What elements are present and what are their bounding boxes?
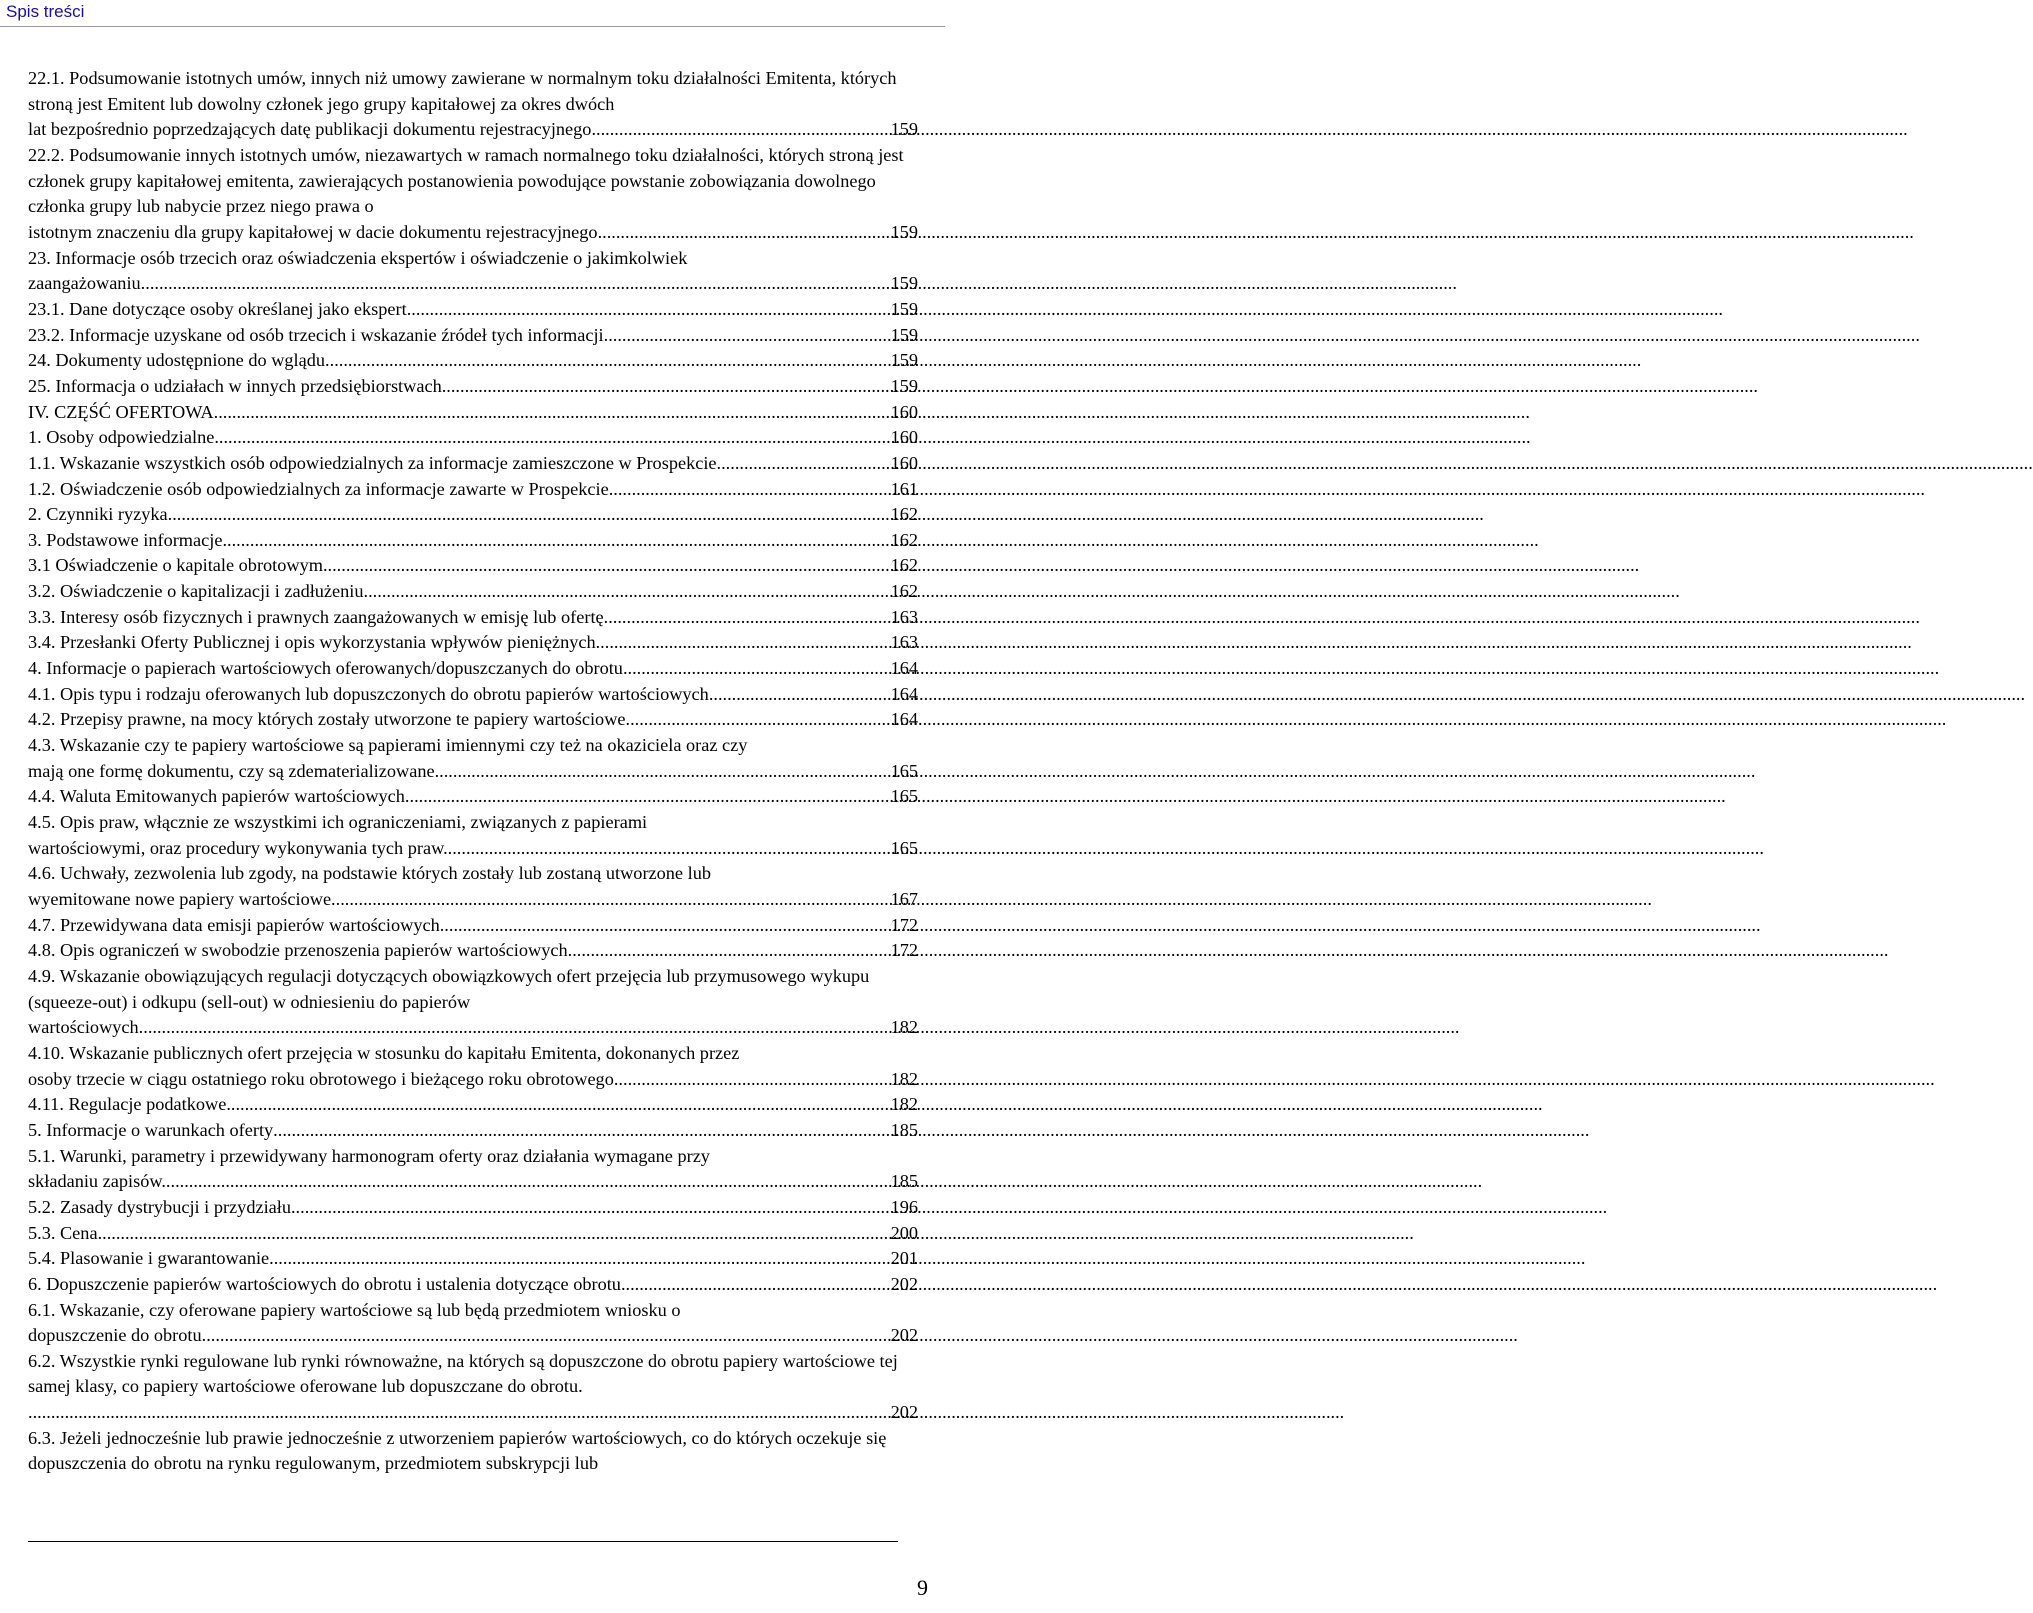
dot-leader (202, 1323, 889, 1349)
toc-page-number: 159 (890, 350, 918, 371)
toc-entry[interactable] (28, 348, 918, 374)
dot-leader (214, 400, 889, 426)
toc-entry[interactable] (28, 579, 918, 605)
toc-page-number: 202 (890, 1273, 918, 1294)
dot-leader (604, 323, 889, 349)
toc-page-number: 196 (890, 1196, 918, 1217)
toc-page-number: 162 (890, 529, 918, 550)
dot-leader (439, 759, 888, 785)
toc-entry[interactable] (28, 297, 918, 323)
toc-entry[interactable] (28, 553, 918, 579)
toc-page-number: 164 (890, 709, 918, 730)
toc-entry-text: dopuszczenie do obrotu (28, 1325, 202, 1346)
dot-leader (442, 374, 889, 400)
toc-entry[interactable] (28, 400, 918, 426)
toc-page-number: 160 (890, 427, 918, 448)
toc-entry[interactable] (28, 1092, 918, 1118)
toc-entry-text: 4.5. Opis praw, włącznie ze wszystkimi ich ograniczeniami, związanych z papierami (28, 812, 648, 833)
toc-entry[interactable] (28, 707, 918, 733)
toc-entry-text: 22.2. Podsumowanie innych istotnych umów, niezawartych w ramach normalnego toku działalności, których stroną jest członek grupy kapitałowej emitenta, zawierających postanowienia powodujące powstanie zobowiązania dowolnego członka grupy lub nabycie przez niego prawa o (28, 144, 904, 217)
toc-page-number: 160 (890, 401, 918, 422)
toc-entry-text: 4.10. Wskazanie publicznych ofert przejęcia w stosunku do kapitału Emitenta, dokonanych przez (28, 1042, 740, 1063)
toc-page-number: 201 (890, 1248, 918, 1269)
toc-page-number: 167 (890, 889, 918, 909)
dot-leader (226, 1092, 888, 1118)
toc-page-number: 159 (890, 221, 918, 242)
toc-page-number: 162 (890, 555, 918, 576)
toc-entry-text: 4.4. Waluta Emitowanych papierów wartościowych. (28, 786, 410, 807)
toc-entry[interactable] (28, 246, 918, 297)
toc-entry-text: 24. Dokumenty udostępnione do wglądu (28, 350, 326, 371)
toc-page-number: 159 (890, 119, 918, 140)
toc-entry[interactable] (28, 477, 918, 503)
toc-page-number: 172 (890, 940, 918, 961)
toc-page-number: 165 (890, 837, 918, 858)
dot-leader (618, 1067, 888, 1093)
toc-entry-text: 1. Osoby odpowiedzialne (28, 427, 215, 448)
footer-divider (28, 1541, 898, 1542)
toc-page-number: 163 (890, 632, 918, 653)
toc-page-number: 159 (890, 375, 918, 396)
toc-entry-text: 3.4. Przesłanki Oferty Publicznej i opis wykorzystania wpływów pieniężnych (28, 632, 596, 653)
toc-entry-text: 3.1 Oświadczenie o kapitale obrotowym (28, 555, 323, 576)
toc-page-number: 160 (890, 452, 918, 473)
dot-leader (364, 579, 889, 605)
toc-entry[interactable] (28, 861, 918, 912)
toc-entry[interactable] (28, 1246, 918, 1272)
toc-entry-text: mają one formę dokumentu, czy są zdematerializowane. (28, 760, 440, 781)
toc-entry-text: 4. Informacje o papierach wartościowych oferowanych/dopuszczanych do obrotu (28, 658, 623, 679)
toc-entry-text: 6.1. Wskazanie, czy oferowane papiery wartościowe są lub będą przedmiotem wniosku o (28, 1299, 681, 1320)
page-number: 9 (917, 1575, 928, 1600)
toc-page-number: 165 (890, 786, 918, 807)
toc-page-number: 185 (890, 1119, 918, 1140)
dot-leader (325, 348, 889, 374)
toc-page-number: 182 (890, 1017, 918, 1038)
dot-leader (222, 528, 888, 554)
toc-entry-text: 4.1. Opis typu i rodzaju oferowanych lub dopuszczonych do obrotu papierów wartościowych (28, 683, 709, 704)
toc-entry[interactable] (28, 528, 918, 554)
toc-entry-text: 4.2. Przepisy prawne, na mocy których zostały utworzone te papiery wartościowe. (28, 709, 631, 730)
toc-entry[interactable] (28, 425, 918, 451)
toc-entry-text: zaangażowaniu (28, 273, 141, 294)
toc-page-number: 182 (890, 1094, 918, 1115)
toc-entry[interactable] (28, 1349, 918, 1426)
toc-entry[interactable] (28, 1144, 918, 1195)
dot-leader (273, 1118, 888, 1144)
toc-entry-text: 22.1. Podsumowanie istotnych umów, innych niż umowy zawierane w normalnym toku działalności Emitenta, których stroną jest Emitent lub dowolny członek jego grupy kapitałowej za okres dwóch (28, 68, 897, 114)
toc-page-number: 159 (890, 273, 918, 294)
toc-page-number: 172 (890, 914, 918, 935)
dot-leader (336, 887, 889, 913)
toc-page-number: 202 (890, 1325, 918, 1346)
toc-page-number: 182 (890, 1068, 918, 1089)
toc-entry-text: 4.3. Wskazanie czy te papiery wartościowe są papierami imiennymi czy też na okaziciela oraz czy (28, 735, 748, 756)
toc-entry-text: 1.1. Wskazanie wszystkich osób odpowiedzialnych za informacje zamieszczone w Prospekcie (28, 452, 717, 473)
toc-entry[interactable] (28, 451, 918, 477)
dot-leader (609, 477, 889, 503)
dot-leader (269, 1246, 888, 1272)
dot-leader (166, 1169, 889, 1195)
toc-page-number: 200 (890, 1222, 918, 1243)
toc-entry-text: 4.8. Opis ograniczeń w swobodzie przenoszenia papierów wartościowych. (28, 940, 573, 961)
dot-leader (448, 836, 889, 862)
toc-page-number: 159 (890, 324, 918, 345)
toc-entry[interactable] (28, 964, 918, 1041)
dot-leader (591, 117, 888, 143)
toc-entry[interactable] (28, 1195, 918, 1221)
table-of-contents (0, 66, 960, 1477)
toc-entry-text: składaniu zapisów. (28, 1171, 166, 1192)
toc-entry[interactable] (28, 1298, 918, 1349)
toc-page-number: 162 (890, 504, 918, 525)
toc-entry-text: 4.9. Wskazanie obowiązujących regulacji dotyczących obowiązkowych ofert przejęcia lub przymusowego wykupu (squeeze-out) i odkupu (sell-out) w odniesieniu do papierów (28, 965, 870, 1012)
toc-entry-text: wyemitowane nowe papiery wartościowe. (28, 889, 336, 909)
toc-entry[interactable] (28, 1272, 918, 1298)
toc-entry[interactable] (28, 938, 918, 964)
dot-leader (214, 425, 888, 451)
toc-entry-text: 25. Informacja o udziałach w innych przedsiębiorstwach (28, 375, 442, 396)
toc-entry-text: 5. Informacje o warunkach oferty (28, 1119, 274, 1140)
toc-entry-text: wartościowych. (28, 1017, 144, 1038)
toc-entry-text: IV. CZĘŚĆ OFERTOWA (28, 401, 214, 422)
toc-entry[interactable] (28, 784, 918, 810)
toc-entry-text: 23.2. Informacje uzyskane od osób trzecich i wskazanie źródeł tych informacji (28, 324, 604, 345)
toc-entry-text: 6. Dopuszczenie papierów wartościowych do obrotu i ustalenia dotyczące obrotu (28, 1273, 621, 1294)
dot-leader (630, 707, 889, 733)
toc-entry-text: istotnym znaczeniu dla grupy kapitałowej w dacie dokumentu rejestracyjnego (28, 221, 598, 242)
toc-page-number: 185 (890, 1171, 918, 1192)
toc-entry[interactable] (28, 656, 918, 682)
dot-leader (143, 1015, 888, 1041)
toc-entry[interactable] (28, 1221, 918, 1247)
dot-leader (28, 1400, 889, 1426)
toc-entry-text: 23. Informacje osób trzecich oraz oświadczenia ekspertów i oświadczenie o jakimkolwiek (28, 247, 688, 268)
dot-leader (717, 451, 889, 477)
dot-leader (604, 605, 889, 631)
toc-entry-text: 5.4. Plasowanie i gwarantowanie (28, 1248, 270, 1269)
dot-leader (168, 502, 889, 528)
toc-page-number: 163 (890, 606, 918, 627)
toc-entry[interactable] (28, 733, 918, 784)
dot-leader (709, 682, 889, 708)
toc-entry-text: 23.1. Dane dotyczące osoby określanej jako ekspert (28, 298, 407, 319)
toc-page-number: 159 (890, 298, 918, 319)
toc-entry[interactable] (28, 682, 918, 708)
toc-entry[interactable] (28, 502, 918, 528)
toc-page-number: 164 (890, 683, 918, 704)
header-bar (0, 0, 945, 27)
toc-entry[interactable] (28, 1041, 918, 1092)
dot-leader (407, 297, 889, 323)
toc-entry-text: 2. Czynniki ryzyka (28, 504, 168, 525)
toc-entry[interactable] (28, 374, 918, 400)
toc-entry[interactable] (28, 1426, 918, 1477)
toc-page-number: 162 (890, 581, 918, 602)
toc-entry-text: 6.2. Wszystkie rynki regulowane lub rynki równoważne, na których są dopuszczone do obrotu papiery wartościowe tej samej klasy, co papiery wartościowe oferowane lub dopuszczane do obrotu. (28, 1350, 898, 1397)
dot-leader (572, 938, 888, 964)
toc-entry[interactable] (28, 913, 918, 939)
toc-entry[interactable] (28, 143, 918, 246)
toc-entry-text: 4.11. Regulacje podatkowe (28, 1094, 227, 1115)
toc-entry-text: 3. Podstawowe informacje (28, 529, 223, 550)
toc-entry[interactable] (28, 1118, 918, 1144)
toc-entry-text: 5.2. Zasady dystrybucji i przydziału (28, 1196, 291, 1217)
toc-entry-text: 4.7. Przewidywana data emisji papierów wartościowych. (28, 914, 445, 935)
toc-entry-text: wartościowymi, oraz procedury wykonywania tych praw. (28, 837, 448, 858)
toc-link[interactable]: Spis treści (6, 2, 85, 21)
toc-entry-text: 6.3. Jeżeli jednocześnie lub prawie jednocześnie z utworzeniem papierów wartościowych, co do których oczekuje się dopuszczenia do obrotu na rynku regulowanym, przedmiotem subskrypcji lub (28, 1427, 887, 1474)
dot-leader (623, 656, 889, 682)
dot-leader (141, 271, 889, 297)
toc-entry[interactable] (28, 66, 918, 143)
dot-leader (98, 1221, 889, 1247)
dot-leader (291, 1195, 889, 1221)
toc-entry[interactable] (28, 810, 918, 861)
toc-entry-text: 5.3. Cena (28, 1222, 98, 1243)
toc-page-number: 202 (890, 1402, 918, 1423)
toc-entry[interactable] (28, 630, 918, 656)
toc-page-number: 165 (890, 760, 918, 781)
toc-entry-text: 5.1. Warunki, parametry i przewidywany harmonogram oferty oraz działania wymagane przy (28, 1145, 710, 1166)
toc-entry[interactable] (28, 323, 918, 349)
toc-entry-text: lat bezpośrednio poprzedzających datę publikacji dokumentu rejestracyjnego (28, 119, 592, 140)
dot-leader (323, 553, 889, 579)
toc-entry-text: 3.3. Interesy osób fizycznych i prawnych zaangażowanych w emisję lub ofertę (28, 606, 604, 627)
dot-leader (410, 784, 889, 810)
toc-page-number: 164 (890, 658, 918, 679)
dot-leader (596, 630, 889, 656)
toc-page-number: 161 (890, 478, 918, 499)
toc-entry[interactable] (28, 605, 918, 631)
toc-entry-text: 3.2. Oświadczenie o kapitalizacji i zadłużeniu (28, 581, 364, 602)
dot-leader (444, 913, 888, 939)
dot-leader (621, 1272, 889, 1298)
dot-leader (598, 220, 889, 246)
toc-entry-text: 4.6. Uchwały, zezwolenia lub zgody, na podstawie których zostały lub zostaną utworzone lub (28, 863, 711, 884)
toc-entry-text: osoby trzecie w ciągu ostatniego roku obrotowego i bieżącego roku obrotowego. (28, 1068, 619, 1089)
toc-entry-text: 1.2. Oświadczenie osób odpowiedzialnych za informacje zawarte w Prospekcie (28, 478, 609, 499)
